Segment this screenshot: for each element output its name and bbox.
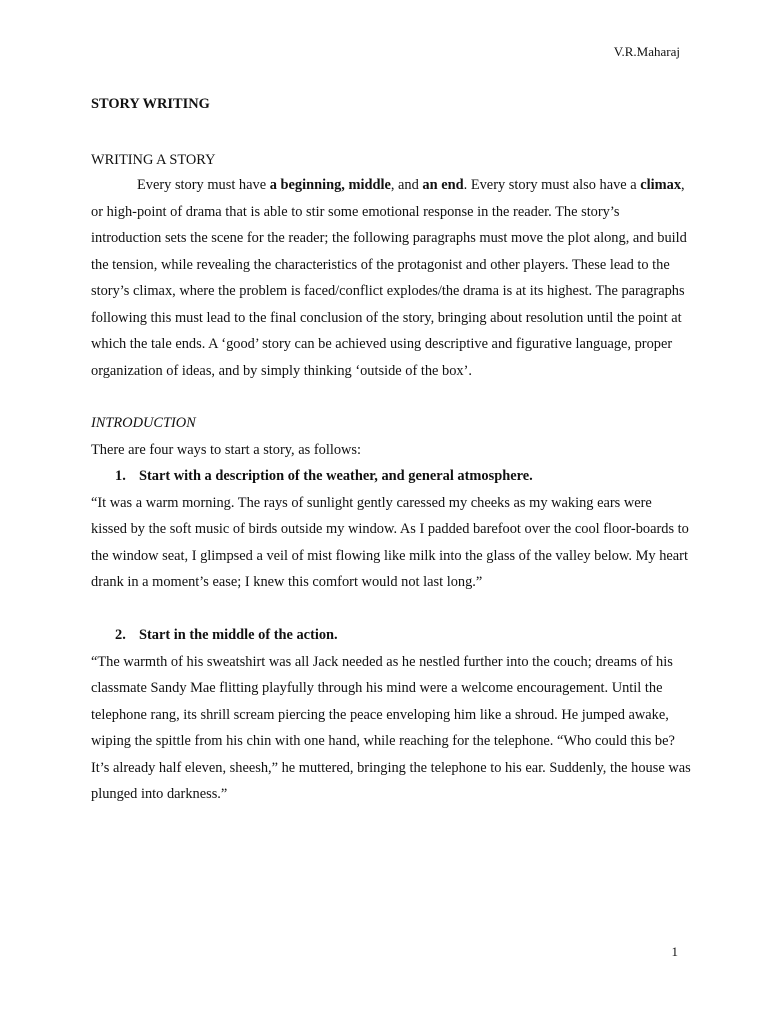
list-item-label: Start with a description of the weather, and general atmosphere. bbox=[139, 468, 533, 484]
list-number: 1. bbox=[115, 468, 126, 484]
bold-term: a beginning, middle bbox=[269, 177, 391, 193]
list-item-label: Start in the middle of the action. bbox=[139, 627, 338, 643]
page-number: 1 bbox=[671, 944, 678, 959]
list-number: 2. bbox=[115, 627, 126, 643]
paragraph-text: , or high-point of drama that is able to stir some emotional response in the reader. The story’s introduction sets the scene for the reader; the following paragraphs must move the plot along, and build the tension, while revealing the characteristics of the protagonist and other players. These lead to the story’s climax, where the problem is faced/conflict explodes/the drama is at its highest. The paragraphs following this must lead to the final conclusion of the story, bringing about resolution until the point at which the tale ends. A ‘good’ story can be achieved using descriptive and figurative language, proper organization of ideas, and by simply thinking ‘outside of the box’. bbox=[91, 177, 687, 379]
document-title: STORY WRITING bbox=[91, 96, 210, 112]
document-body bbox=[91, 92, 691, 808]
bold-term: climax bbox=[640, 177, 682, 193]
paragraph-text: Every story must have bbox=[137, 177, 270, 193]
paragraph-text: . Every story must also have a bbox=[463, 177, 641, 193]
section-heading-writing-a-story: WRITING A STORY bbox=[91, 152, 216, 168]
author-header: V.R.Maharaj bbox=[613, 44, 680, 59]
bold-term: an end bbox=[422, 177, 464, 193]
intro-paragraph bbox=[91, 172, 691, 384]
example-quote: “The warmth of his sweatshirt was all Jack needed as he nestled further into the couch; dreams of his classmate Sandy Mae flitting playfully through his mind were a welcome encouragement. Until the telephone rang, its shrill scream piercing the peace enveloping him like a shroud. He jumped awake, wiping the spittle from his chin with one hand, while reaching for the telephone. “Who could this be? It’s already half eleven, sheesh,” he muttered, bringing the telephone to his ear. Suddenly, the house was plunged into darkness.” bbox=[91, 653, 691, 802]
introduction-lead: There are four ways to start a story, as follows: bbox=[91, 441, 362, 458]
paragraph-text: , and bbox=[390, 177, 423, 193]
section-heading-introduction: INTRODUCTION bbox=[91, 415, 196, 431]
example-quote: “It was a warm morning. The rays of sunlight gently caressed my cheeks as my waking ears were kissed by the soft music of birds outside my window. As I padded barefoot over the cool floor-boards to the window seat, I glimpsed a veil of mist flowing like milk into the glass of the valley below. My heart drank in a moment’s ease; I knew this comfort would not last long.” bbox=[91, 494, 689, 590]
list-item-heading bbox=[91, 463, 691, 490]
spacer bbox=[91, 596, 691, 623]
list-item-heading bbox=[91, 622, 691, 649]
